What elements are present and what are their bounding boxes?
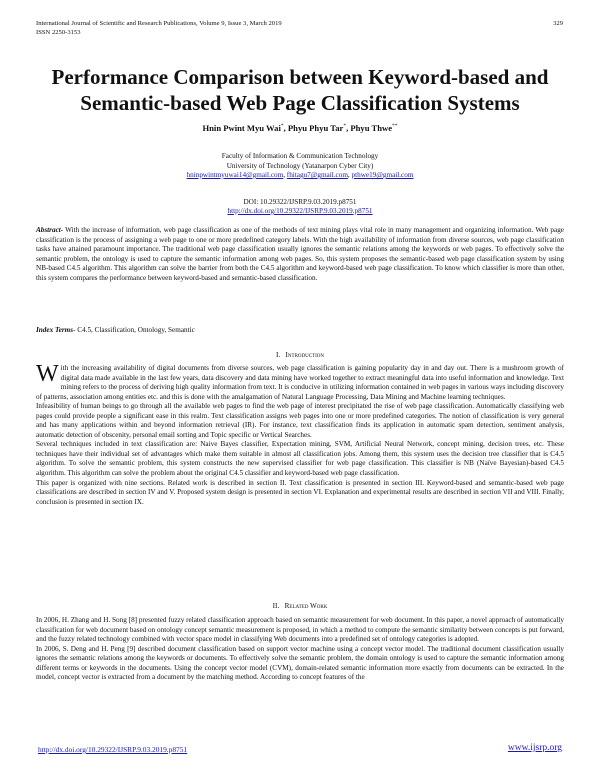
doi-link[interactable]: http://dx.doi.org/10.29322/IJSRP.9.03.2019.p8751 xyxy=(227,207,373,215)
section-1-heading xyxy=(0,351,600,359)
intro-paragraph-3: Several techniques included in text classification are: Naive Bayes classifier, Expectation mining, SVM, Artificial Neural Network, concept mining, decision trees, etc. These techniques have their individual set of advantages which make them suitable in almost all classification jobs. Among them, this system uses the decision tree classifier that is C4.5 algorithm. To solve the semantic problem, this system constructs the new supervised classifier for web page classification. This classifier is NB (Naïve Bayesian)-based C4.5 algorithm. This algorithm can solve the problem about the original C4.5 classifier and keyword-based web page classification. xyxy=(36,440,564,478)
section-2-heading xyxy=(0,602,600,610)
section-2-number: II. xyxy=(272,602,280,610)
section-1-body xyxy=(36,361,564,507)
author-emails: hninpwintmyuwai14@gmail.com, fhitagu7@gmail.com, pthwe19@gmail.com xyxy=(186,171,414,179)
index-terms xyxy=(36,326,564,336)
affiliation-university: University of Technology (Yatanarpon Cyber City) xyxy=(226,161,374,170)
section-2-body xyxy=(36,616,564,683)
footer-site-link[interactable]: www.ijsrp.org xyxy=(507,743,562,753)
author-list: Hnin Pwint Myu Wai*, Phyu Phyu Tar*, Phyu Thwe** xyxy=(202,123,398,133)
page-number: 329 xyxy=(553,20,563,27)
author-2: Phyu Phyu Tar xyxy=(287,123,344,133)
email-link-1[interactable]: hninpwintmyuwai14@gmail.com xyxy=(186,171,284,179)
index-terms-label: Index Terms xyxy=(36,326,74,334)
abstract-text: With the increase of information, web page classification as one of the methods of text mining plays vital role in many management and organizing information. Web page classification is the process of assigning a web page to one or more predefined category labels. With the high availability of information from diverse sources, web page classification tasks have attained paramount importance. The traditional web page classification usually ignores the semantic relations among the keywords or web pages. To effectively solve the semantic problem, the ontology is used to capture the semantic information among web pages. So, this system proposes the semantic-based web page classification system by using NB-based C4.5 algorithm. This algorithm can solve the barrier from both the C4.5 algorithm and keyword-based web page classification. To know which classifier is more than other, this system compares the performance between keyword-based and semantic-based classification. xyxy=(36,226,564,282)
author-2-mark: * xyxy=(343,123,347,130)
doi-label: DOI: 10.29322/IJSRP.9.03.2019.p8751 xyxy=(243,198,357,206)
related-paragraph-2: In 2006, S. Deng and H. Peng [9] described document classification based on support vector machine using a concept vector model. The traditional document classification usually ignores the semantic relations among the keywords or documents. To effectively solve the semantic problem, the domain ontology is used to capture the semantic information among different terms or keywords in the documents. Using the concept vector model (CVM), domain-related semantic information more exactly from documents can be extracted. In the model, concept vector is extracted from a document by the matching method. According to concept features of the xyxy=(36,644,564,682)
abstract-label: Abstract- xyxy=(36,226,64,234)
abstract xyxy=(36,226,564,283)
section-2-title: Related Work xyxy=(284,602,328,610)
doi-link-wrap xyxy=(0,207,600,217)
intro-paragraph-2: Infeasibility of human beings to go through all the available web pages to find the web page of interest precipitated the rise of web page classification. Automatically classifying web pages could provide people a significant ease in this realm. Text classification assigns web pages into one or more predefined categories. The notion of classification is very general and has many applications within and beyond information retrieval (IR). For instance, text classification finds its application in automatic spam detection, sentiment analysis, automatic detection of obscenity, personal email sorting and Topic specific or Vertical Searches. xyxy=(36,402,564,439)
email-link-2[interactable]: fhitagu7@gmail.com xyxy=(286,171,348,179)
issn: ISSN 2250-3153 xyxy=(36,29,81,36)
email-link-3[interactable]: pthwe19@gmail.com xyxy=(351,171,414,179)
paper-title xyxy=(20,64,580,116)
drop-cap: W xyxy=(36,361,59,387)
section-1-title: Introduction xyxy=(285,351,325,359)
index-terms-text: - C4.5, Classification, Ontology, Semantic xyxy=(73,326,195,334)
intro-paragraph-4: This paper is organized with nine sections. Related work is described in section II. Text classification is presented in section III. Keyword-based and semantic-based web page classifications are described in section IV and V. Proposed system design is presented in section VI. Explanation and experimental results are described in section VII and VIII. Finally, conclusion is presented in section IX. xyxy=(36,478,564,506)
author-1-mark: * xyxy=(280,123,284,130)
author-3: Phyu Thwe xyxy=(350,123,393,133)
title-line-2: Semantic-based Web Page Classification Systems xyxy=(80,91,520,115)
related-paragraph-1: In 2006, H. Zhang and H. Song [8] presented fuzzy related classification approach based on semantic measurement for web document. In this paper, a novel approach of automatically classification for web document based on ontology concept semantic measurement is proposed, in which a method to compute the semantic similarity between concepts is put forward, and the fuzzy related technology combined with vector space model in classifying Web documents into a predefined set of ontology categories is adopted. xyxy=(36,616,564,644)
author-1: Hnin Pwint Myu Wai xyxy=(202,123,281,133)
title-line-1: Performance Comparison between Keyword-based and xyxy=(51,65,549,89)
intro-paragraph-1-text: ith the increasing availability of digital documents from diverse sources, web page classification is gaining popularity day in and day out. There is a mushroom growth of digital data made available in the last few years, data discovery and data mining have worked together to extract meaningful data into useful information and knowledge. Text mining refers to the process of deriving high quality information from text. It is conducive in utilizing information contained in web pages in various ways including discovery of patterns, association among entities etc. and this is done with the amalgamation of Natural Language Processing, Data Mining and Machine learning techniques. xyxy=(36,364,564,401)
author-3-mark: ** xyxy=(392,123,398,130)
intro-paragraph-1 xyxy=(36,361,564,402)
section-1-number: I. xyxy=(275,351,281,359)
journal-name: International Journal of Scientific and Research Publications, Volume 9, Issue 3, March 2019 xyxy=(36,20,282,27)
affiliation-faculty: Faculty of Information & Communication Technology xyxy=(221,152,379,160)
footer-doi-link[interactable]: http://dx.doi.org/10.29322/IJSRP.9.03.2019.p8751 xyxy=(38,745,188,754)
running-header xyxy=(36,19,282,37)
